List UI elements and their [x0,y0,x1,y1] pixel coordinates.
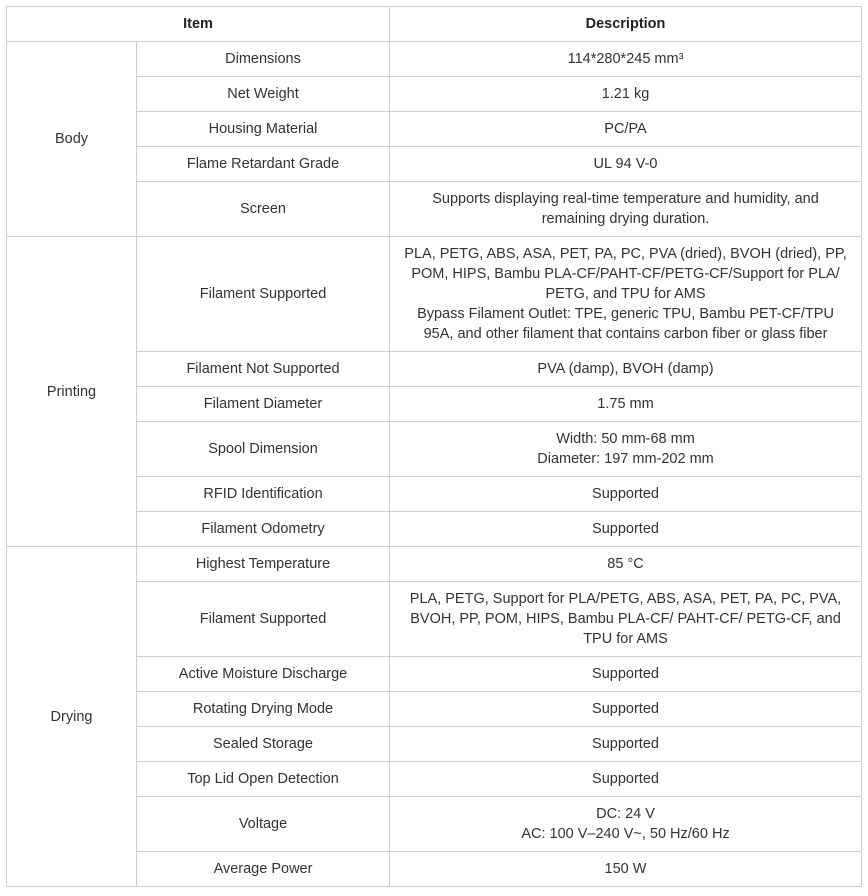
table-row [7,237,862,352]
row-label: Top Lid Open Detection [137,762,390,797]
value-line: 1.75 mm [597,396,654,412]
spec-table [6,6,862,887]
row-label: Filament Supported [137,237,390,352]
row-label: Dimensions [137,42,390,77]
row-label: Average Power [137,852,390,887]
row-value [390,797,862,852]
row-value [390,237,862,352]
value-line: Width: 50 mm-68 mm [556,431,695,447]
row-value [390,582,862,657]
row-value [390,42,862,77]
value-line: Supported [592,771,659,787]
row-label: Active Moisture Discharge [137,657,390,692]
spec-table-body [7,42,862,887]
header-description: Description [390,7,862,42]
row-label: Housing Material [137,112,390,147]
row-label: Screen [137,182,390,237]
group-label: Drying [7,547,137,887]
value-line: PLA, PETG, ABS, ASA, PET, PA, PC, PVA (dried), BVOH (dried), PP, [404,246,847,262]
value-line: PETG, and TPU for AMS [545,286,706,302]
spec-table-header [7,7,862,42]
row-label: Filament Supported [137,582,390,657]
value-line: AC: 100 V–240 V~, 50 Hz/60 Hz [521,826,730,842]
row-value [390,387,862,422]
group-label: Body [7,42,137,237]
value-line: remaining drying duration. [541,211,710,227]
value-line: 95A, and other filament that contains carbon fiber or glass fiber [423,326,828,342]
value-line: UL 94 V-0 [593,156,658,172]
row-label: Filament Not Supported [137,352,390,387]
header-row [7,7,862,42]
row-label: Rotating Drying Mode [137,692,390,727]
row-value [390,762,862,797]
value-line: PC/PA [604,121,647,137]
row-value [390,422,862,477]
row-label: Net Weight [137,77,390,112]
value-line: Supported [592,486,659,502]
value-line: TPU for AMS [583,631,668,647]
row-value [390,77,862,112]
row-value [390,147,862,182]
value-line: 114*280*245 mm³ [567,51,684,67]
row-label: Voltage [137,797,390,852]
row-label: Spool Dimension [137,422,390,477]
value-line: PLA, PETG, Support for PLA/PETG, ABS, ASA, PET, PA, PC, PVA, [409,591,842,607]
value-line: POM, HIPS, Bambu PLA-CF/PAHT-CF/PETG-CF/Support for PLA/ [411,266,840,282]
value-line: 150 W [604,861,647,877]
header-item: Item [7,7,390,42]
value-line: Diameter: 197 mm-202 mm [537,451,714,467]
row-label: Highest Temperature [137,547,390,582]
value-line: DC: 24 V [596,806,655,822]
value-line: Supports displaying real-time temperature and humidity, and [432,191,819,207]
value-line: PVA (damp), BVOH (damp) [537,361,714,377]
row-value [390,852,862,887]
table-row [7,547,862,582]
row-label: RFID Identification [137,477,390,512]
row-label: Sealed Storage [137,727,390,762]
row-value [390,692,862,727]
group-label: Printing [7,237,137,547]
value-line: 85 °C [607,556,644,572]
row-value [390,352,862,387]
value-line: Supported [592,736,659,752]
row-value [390,547,862,582]
value-line: Supported [592,521,659,537]
row-label: Filament Odometry [137,512,390,547]
row-value [390,657,862,692]
row-label: Filament Diameter [137,387,390,422]
row-label: Flame Retardant Grade [137,147,390,182]
value-line: BVOH, PP, POM, HIPS, Bambu PLA-CF/ PAHT-CF/ PETG-CF, and [410,611,841,627]
value-line: Supported [592,666,659,682]
row-value [390,512,862,547]
row-value [390,477,862,512]
value-line: Supported [592,701,659,717]
value-line: Bypass Filament Outlet: TPE, generic TPU, Bambu PET-CF/TPU [417,306,834,322]
row-value [390,182,862,237]
value-line: 1.21 kg [601,86,650,102]
row-value [390,727,862,762]
table-row [7,42,862,77]
row-value [390,112,862,147]
